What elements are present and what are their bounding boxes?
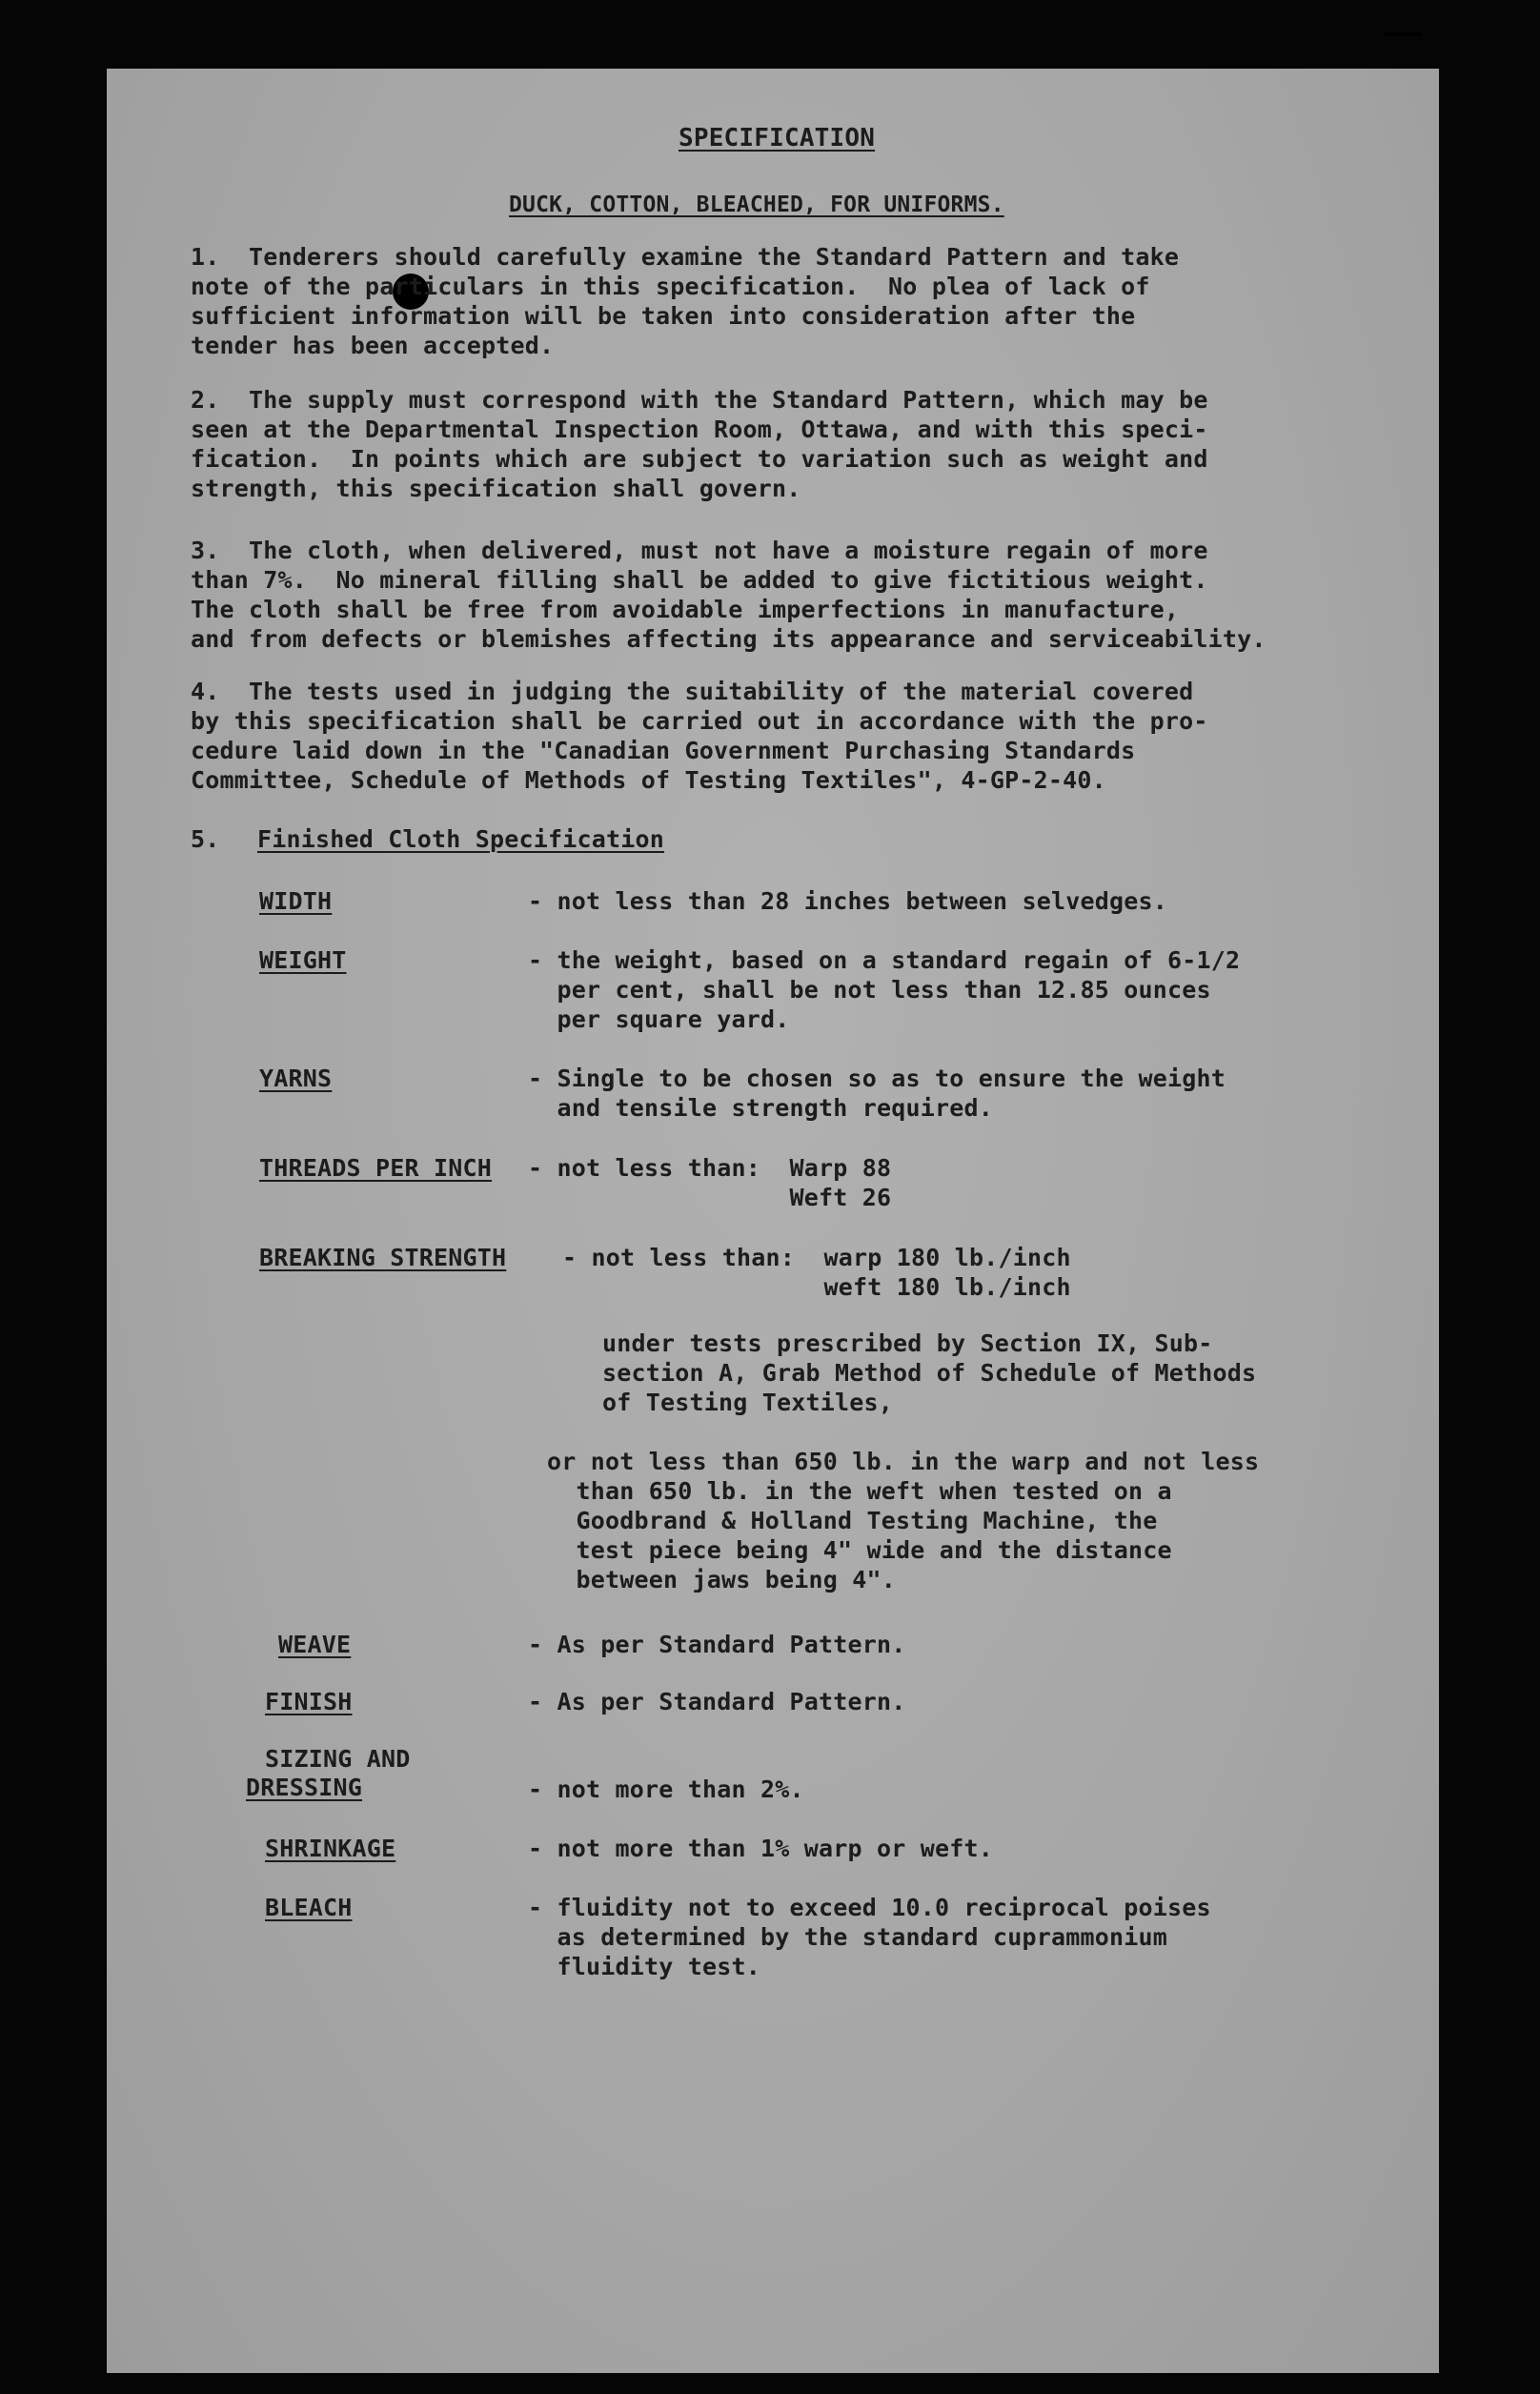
breaking-strength-note-2: or not less than 650 lb. in the warp and not less than 650 lb. in the weft when tested on a Goodbrand & Holland Testing Machine, the test piece being 4" wide and the distance between jaws being 4".	[547, 1448, 1260, 1593]
paragraph-2: 2. The supply must correspond with the Standard Pattern, which may be seen at the Departmental Inspection Room, Ottawa, and with this speci- fication. In points which are subject to variation such as weight and strength, this specification shall govern.	[191, 386, 1208, 502]
sizing-label-line-1: SIZING AND	[265, 1745, 411, 1773]
document-page	[107, 69, 1439, 2373]
threads-per-inch-label: THREADS PER INCH	[259, 1154, 493, 1182]
shrinkage-label: SHRINKAGE	[265, 1835, 396, 1862]
weave-label: WEAVE	[278, 1631, 352, 1658]
scan-mark	[1384, 32, 1422, 36]
weave-value: - As per Standard Pattern.	[528, 1631, 906, 1658]
paragraph-3: 3. The cloth, when delivered, must not have a moisture regain of more than 7%. No mineral filling shall be added to give fictitious weight. The cloth shall be free from avoidable imperfections in manufacture, and from defects or blemishes affecting its appearance and serviceability.	[191, 537, 1266, 653]
yarns-value: - Single to be chosen so as to ensure the weight and tensile strength required.	[528, 1065, 1226, 1122]
weight-label: WEIGHT	[259, 946, 347, 974]
sizing-label-line-2: DRESSING	[246, 1774, 363, 1801]
document-title: SPECIFICATION	[679, 124, 876, 152]
document-subtitle: DUCK, COTTON, BLEACHED, FOR UNIFORMS.	[509, 193, 1004, 217]
finish-label: FINISH	[265, 1688, 353, 1715]
threads-per-inch-value: - not less than: Warp 88 Weft 26	[528, 1154, 892, 1211]
breaking-strength-note-1: under tests prescribed by Section IX, Sub- section A, Grab Method of Schedule of Methods of Testing Textiles,	[602, 1329, 1257, 1416]
paragraph-4: 4. The tests used in judging the suitability of the material covered by this specification shall be carried out in accordance with the pro- cedure laid down in the "Canadian Government Purchasing Standards Committee, Schedule of Methods of Testing Textiles", 4-GP-2-40.	[191, 678, 1208, 794]
bleach-value: - fluidity not to exceed 10.0 reciprocal poises as determined by the standard cuprammonium fluidity test.	[528, 1894, 1211, 1980]
paragraph-1: 1. Tenderers should carefully examine the Standard Pattern and take note of the particulars in this specification. No plea of lack of sufficient information will be taken into consideration after the tender has been accepted.	[191, 243, 1180, 359]
yarns-label: YARNS	[259, 1065, 333, 1092]
bleach-label: BLEACH	[265, 1894, 353, 1921]
section-5-heading: Finished Cloth Specification	[257, 825, 665, 853]
shrinkage-value: - not more than 1% warp or weft.	[528, 1835, 994, 1862]
breaking-strength-value: - not less than: warp 180 lb./inch weft 180 lb./inch	[562, 1244, 1071, 1301]
section-5-number: 5.	[191, 825, 220, 853]
weight-value: - the weight, based on a standard regain of 6-1/2 per cent, shall be not less than 12.85 ounces per square yard.	[528, 946, 1241, 1033]
width-label: WIDTH	[259, 887, 333, 915]
sizing-value: - not more than 2%.	[528, 1775, 804, 1803]
width-value: - not less than 28 inches between selvedges.	[528, 887, 1168, 915]
finish-value: - As per Standard Pattern.	[528, 1688, 906, 1715]
breaking-strength-label: BREAKING STRENGTH	[259, 1244, 507, 1271]
